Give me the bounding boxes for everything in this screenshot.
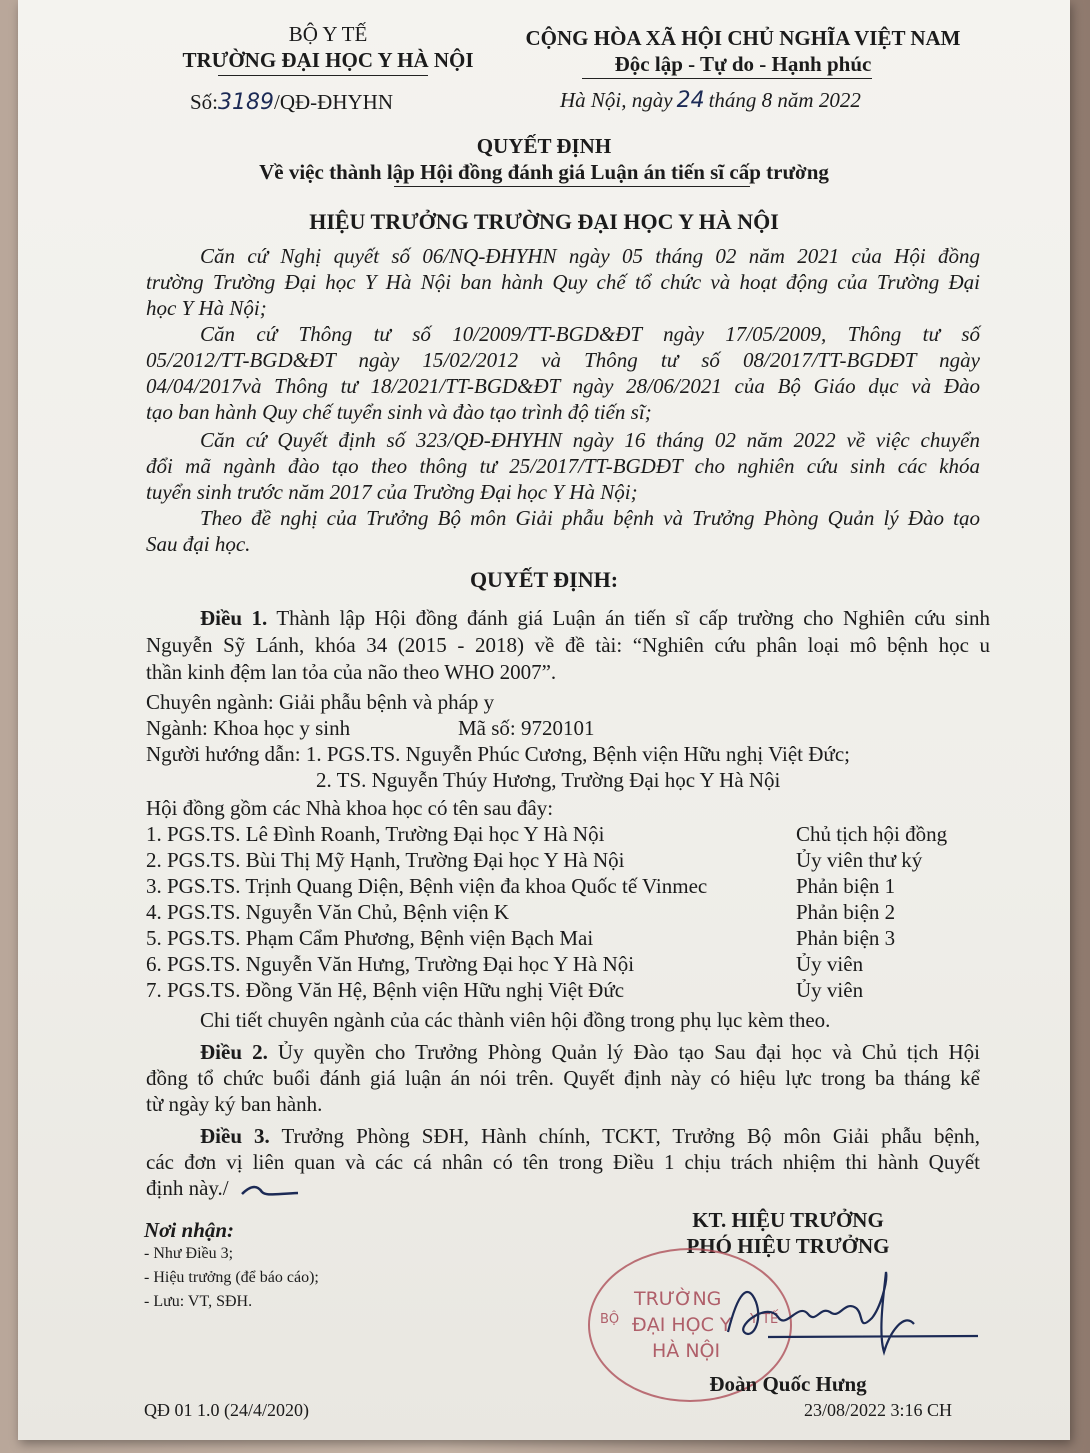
preamble-3-line-2: đổi mã ngành đào tạo theo thông tư 25/2017/TT-BGDĐT cho nghiên cứu sinh các khóa — [146, 454, 980, 478]
ministry-name: BỘ Y TẾ — [288, 22, 368, 46]
member-2-name: 2. PGS.TS. Bùi Thị Mỹ Hạnh, Trường Đại học Y Hà Nội — [146, 848, 625, 872]
recipients-heading: Nơi nhận: — [144, 1218, 235, 1242]
date-suffix: tháng 8 năm 2022 — [708, 88, 861, 112]
member-5-role: Phản biện 3 — [796, 926, 896, 950]
appendix-note: Chi tiết chuyên ngành của các thành viên hội đồng trong phụ lục kèm theo. — [200, 1008, 831, 1032]
article-3-text: Trưởng Phòng SĐH, Hành chính, TCKT, Trưởng Bộ môn Giải phẫu bệnh, — [281, 1124, 981, 1148]
member-2-role: Ủy viên thư ký — [796, 848, 923, 872]
article-2-line-2: đồng tổ chức buổi đánh giá luận án nói trên. Quyết định này có hiệu lực trong ba tháng kể — [146, 1066, 980, 1090]
handwritten-signature — [708, 1262, 988, 1372]
date-prefix: Hà Nội, ngày — [560, 88, 673, 112]
signature-title-2: PHÓ HIỆU TRƯỞNG — [686, 1234, 890, 1258]
recipient-1: - Như Điều 3; — [144, 1245, 234, 1262]
print-timestamp: 23/08/2022 3:16 CH — [804, 1400, 953, 1420]
signer-name: Đoàn Quốc Hưng — [709, 1372, 867, 1396]
article-1-text: Thành lập Hội đồng đánh giá Luận án tiến sĩ cấp trường cho Nghiên cứu sinh — [276, 606, 991, 630]
number-handwritten: 3189 — [218, 90, 275, 115]
preamble-1-line-1: Căn cứ Nghị quyết số 06/NQ-ĐHYHN ngày 05 tháng 02 năm 2021 của Hội đồng — [200, 244, 980, 268]
document-page — [18, 0, 1070, 1440]
member-3-name: 3. PGS.TS. Trịnh Quang Diện, Bệnh viện đa khoa Quốc tế Vinmec — [146, 874, 708, 898]
number-prefix: Số: — [190, 90, 219, 114]
article-2-line-3: từ ngày ký ban hành. — [146, 1092, 323, 1116]
recipient-2: - Hiệu trưởng (để báo cáo); — [144, 1269, 319, 1286]
member-7-name: 7. PGS.TS. Đồng Văn Hệ, Bệnh viện Hữu nghị Việt Đức — [146, 978, 625, 1002]
pen-stroke-mark — [240, 1180, 300, 1202]
member-5-name: 5. PGS.TS. Phạm Cẩm Phương, Bệnh viện Bạch Mai — [146, 926, 594, 950]
article-2-label: Điều 2. — [200, 1040, 268, 1064]
preamble-3-line-3: tuyển sinh trước năm 2017 của Trường Đại học Y Hà Nội; — [146, 480, 638, 504]
date-day-handwritten: 24 — [676, 88, 705, 113]
seal-side-right: Y TẾ — [750, 1312, 779, 1327]
article-1-label: Điều 1. — [200, 606, 268, 630]
member-7-role: Ủy viên — [796, 978, 864, 1002]
article-3-label: Điều 3. — [200, 1124, 270, 1148]
member-6-name: 6. PGS.TS. Nguyễn Văn Hưng, Trường Đại học Y Hà Nội — [146, 952, 635, 976]
article-1-line-3: thần kinh đệm lan tỏa của não theo WHO 2007”. — [146, 660, 557, 684]
article-2-line-1 — [200, 1040, 980, 1064]
member-1-name: 1. PGS.TS. Lê Đình Roanh, Trường Đại học Y Hà Nội — [146, 822, 605, 846]
university-name: TRƯỜNG ĐẠI HỌC Y HÀ NỘI — [182, 48, 474, 72]
member-6-role: Ủy viên — [796, 952, 864, 976]
member-4-name: 4. PGS.TS. Nguyễn Văn Chủ, Bệnh viện K — [146, 900, 510, 924]
member-4-role: Phản biện 2 — [796, 900, 896, 924]
motto-underline — [582, 78, 872, 79]
republic-name: CỘNG HÒA XÃ HỘI CHỦ NGHĨA VIỆT NAM — [525, 26, 961, 50]
form-code: QĐ 01 1.0 (24/4/2020) — [144, 1400, 309, 1420]
seal-line-1: TRƯỜNG — [634, 1288, 722, 1310]
preamble-2-line-3: 04/04/2017và Thông tư 18/2021/TT-BGD&ĐT ngày 28/06/2021 của Bộ Giáo dục và Đào — [146, 374, 980, 398]
issuing-authority: HIỆU TRƯỞNG TRƯỜNG ĐẠI HỌC Y HÀ NỘI — [309, 209, 779, 234]
preamble-4-line-2: Sau đại học. — [146, 532, 251, 556]
article-1-line-2: Nguyễn Sỹ Lánh, khóa 34 (2015 - 2018) về đề tài: “Nghiên cứu phân loại mô bệnh học u — [146, 633, 990, 657]
issue-date — [560, 88, 861, 113]
seal-line-3: HÀ NỘI — [652, 1340, 721, 1362]
advisor-2: 2. TS. Nguyễn Thúy Hương, Trường Đại học Y Hà Nội — [316, 768, 781, 792]
motto: Độc lập - Tự do - Hạnh phúc — [614, 52, 872, 76]
preamble-1-line-2: trường Trường Đại học Y Hà Nội ban hành Quy chế tổ chức và hoạt động của Trường Đại — [146, 270, 980, 294]
member-1-role: Chủ tịch hội đồng — [796, 822, 948, 846]
field: Ngành: Khoa học y sinh — [146, 716, 351, 740]
preamble-1-line-3: học Y Hà Nội; — [146, 296, 267, 320]
article-3-line-3: định này./ — [146, 1176, 229, 1200]
preamble-2-line-2: 05/2012/TT-BGD&ĐT ngày 15/02/2012 và Thông tư số 08/2017/TT-BGDĐT ngày — [146, 348, 980, 372]
specialty: Chuyên ngành: Giải phẫu bệnh và pháp y — [146, 690, 495, 714]
subject-underline — [394, 186, 750, 187]
preamble-4-line-1: Theo đề nghị của Trưởng Bộ môn Giải phẫu bệnh và Trưởng Phòng Quản lý Đào tạo — [200, 506, 980, 530]
seal-line-2: ĐẠI HỌC Y — [632, 1314, 732, 1336]
preamble-2-line-1: Căn cứ Thông tư số 10/2009/TT-BGD&ĐT ngày 17/05/2009, Thông tư số — [200, 322, 980, 346]
member-3-role: Phản biện 1 — [796, 874, 896, 898]
recipient-3: - Lưu: VT, SĐH. — [144, 1293, 253, 1310]
document-subject: Về việc thành lập Hội đồng đánh giá Luận án tiến sĩ cấp trường — [259, 160, 829, 184]
field-code: Mã số: 9720101 — [458, 716, 595, 740]
article-3-line-2: các đơn vị liên quan và các cá nhân có tên trong Điều 1 chịu trách nhiệm thi hành Quyết — [146, 1150, 980, 1174]
preamble-3-line-1: Căn cứ Quyết định số 323/QĐ-ĐHYHN ngày 16 tháng 02 năm 2022 về việc chuyển — [200, 428, 980, 452]
decision-heading: QUYẾT ĐỊNH: — [469, 567, 619, 592]
article-1-line-1 — [200, 606, 990, 630]
article-3-line-1 — [200, 1124, 980, 1148]
decision-number — [190, 90, 393, 115]
seal-side-left: BỘ — [600, 1312, 620, 1327]
preamble-2-line-4: tạo ban hành Quy chế tuyển sinh và đào tạo trình độ tiến sĩ; — [146, 400, 652, 424]
university-underline — [218, 75, 428, 76]
signature-title-1: KT. HIỆU TRƯỞNG — [692, 1208, 884, 1232]
council-intro: Hội đồng gồm các Nhà khoa học có tên sau đây: — [146, 796, 554, 820]
number-suffix: /QĐ-ĐHYHN — [274, 90, 394, 114]
document-title: QUYẾT ĐỊNH — [476, 134, 612, 158]
advisor-1: Người hướng dẫn: 1. PGS.TS. Nguyễn Phúc Cương, Bệnh viện Hữu nghị Việt Đức; — [146, 742, 850, 766]
article-2-text: Ủy quyền cho Trưởng Phòng Quản lý Đào tạo Sau đại học và Chủ tịch Hội — [277, 1040, 980, 1064]
